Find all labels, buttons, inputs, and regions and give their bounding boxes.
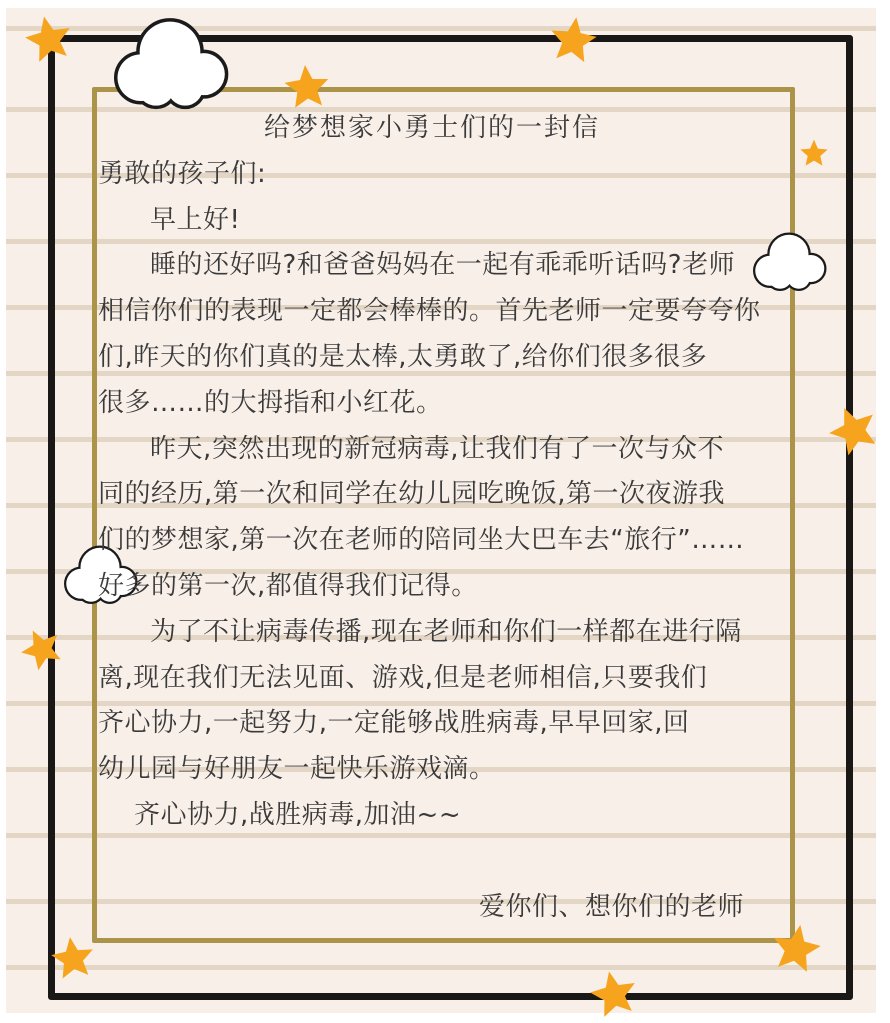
letter-line: 为了不让病毒传播,现在老师和你们一样都在进行隔	[150, 616, 742, 647]
letter-body	[98, 106, 766, 930]
letter-line: 们的梦想家,第一次在老师的陪同坐大巴车去“旅行”……	[98, 525, 745, 556]
letter-line: 离,现在我们无法见面、游戏,但是老师相信,只要我们	[98, 662, 708, 693]
letter-line: 幼儿园与好朋友一起快乐游戏滴。	[98, 754, 496, 785]
letter-line: 们,昨天的你们真的是太棒,太勇敢了,给你们很多很多	[98, 341, 708, 372]
letter-line: 好多的第一次,都值得我们记得。	[98, 570, 478, 601]
star-icon	[799, 137, 829, 171]
letter-line: 齐心协力,一起努力,一定能够战胜病毒,早早回家,回	[98, 708, 690, 739]
letter-line: 睡的还好吗?和爸爸妈妈在一起有乖乖听话吗?老师	[150, 250, 736, 281]
star-icon	[544, 11, 601, 71]
star-icon	[583, 965, 644, 1023]
letter-salutation: 勇敢的孩子们:	[98, 158, 267, 189]
letter-line: 昨天,突然出现的新冠病毒,让我们有了一次与众不	[150, 433, 725, 464]
letter-line: 相信你们的表现一定都会棒棒的。首先老师一定要夸夸你	[98, 296, 761, 327]
star-icon	[19, 9, 79, 70]
letter-line: 齐心协力,战胜病毒,加油~~	[134, 799, 462, 830]
letter-line: 同的经历,第一次和同学在幼儿园吃晚饭,第一次夜游我	[98, 479, 726, 510]
star-icon	[766, 918, 827, 981]
letter-title: 给梦想家小勇士们的一封信	[263, 113, 600, 143]
star-icon	[47, 931, 100, 987]
letter-line: 很多……的大拇指和小红花。	[98, 387, 443, 418]
letter-line: 早上好!	[150, 204, 241, 235]
letter-signature: 爱你们、想你们的老师	[478, 891, 744, 922]
cloud-icon	[100, 10, 240, 115]
star-icon	[823, 403, 885, 460]
